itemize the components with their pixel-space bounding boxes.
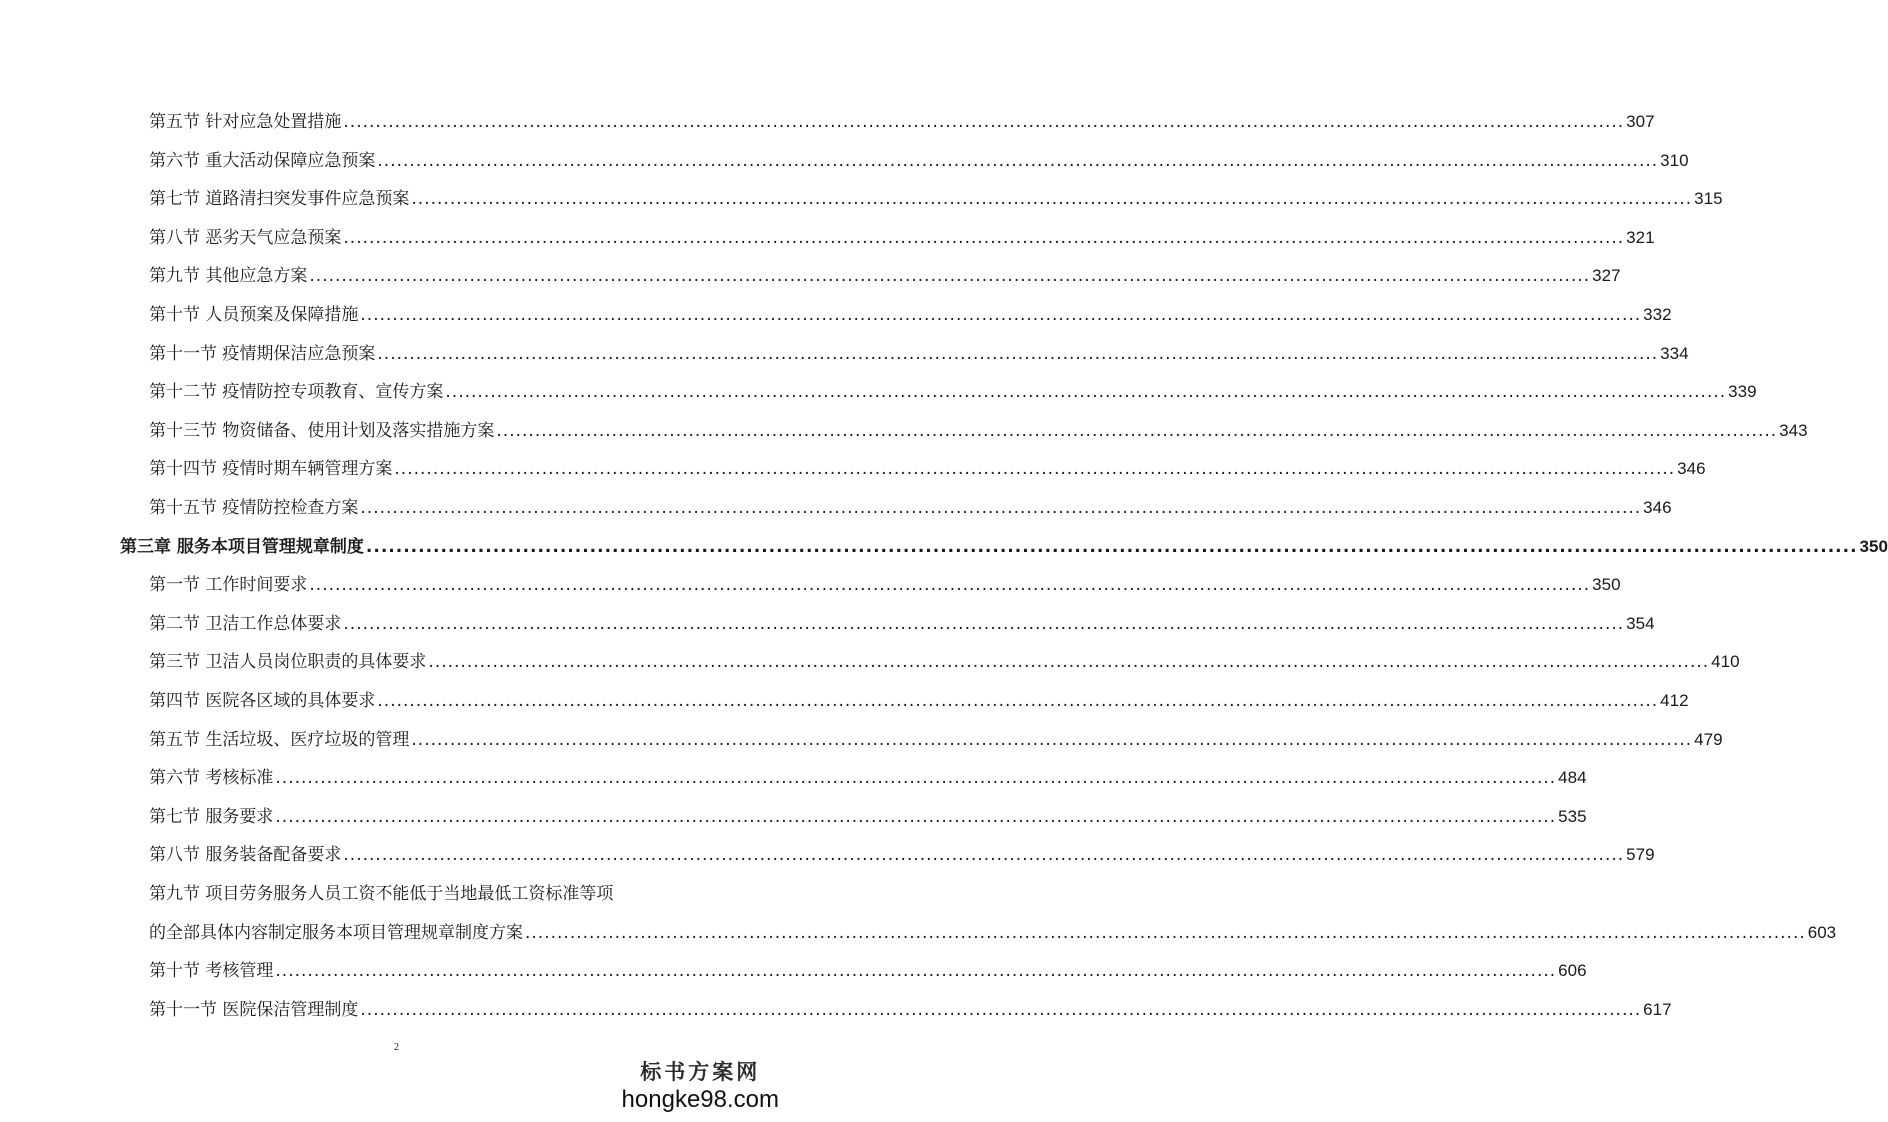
toc-entry[interactable] (149, 650, 1740, 674)
dot-leader: ........................................................................................................................................................................................................ (377, 151, 1659, 171)
toc-entry-title: 第六节 重大活动保障应急预案 (149, 151, 376, 171)
toc-entry[interactable] (149, 187, 1723, 211)
toc-entry-page: 307 (1626, 112, 1655, 131)
toc-entry-title: 第七节 服务要求 (149, 807, 274, 827)
toc-entry[interactable] (149, 843, 1655, 867)
toc-entry-title: 第五节 针对应急处置措施 (149, 112, 342, 132)
toc-entry-title: 第十一节 疫情期保洁应急预案 (149, 344, 376, 364)
toc-entry-page: 327 (1592, 266, 1621, 285)
toc-entry-page: 350 (1859, 537, 1888, 556)
dot-leader: ........................................................................................................................................................................................................ (428, 652, 1710, 672)
toc-entry[interactable] (149, 264, 1621, 288)
toc-entry[interactable] (149, 728, 1723, 752)
toc-entry[interactable] (149, 805, 1587, 829)
toc-entry-page: 412 (1660, 691, 1689, 710)
toc-entry-title: 第十二节 疫情防控专项教育、宣传方案 (149, 382, 444, 402)
toc-entry-page: 484 (1558, 768, 1587, 787)
dot-leader: ........................................................................................................................................................................................................ (343, 112, 1625, 132)
dot-leader: ........................................................................................................................................................................................................ (360, 498, 1642, 518)
toc-entry[interactable] (149, 110, 1655, 134)
watermark (622, 1056, 779, 1114)
toc-entry-page: 310 (1660, 151, 1689, 170)
toc-entry-title: 第四节 医院各区域的具体要求 (149, 691, 376, 711)
toc-entry-title: 第十三节 物资储备、使用计划及落实措施方案 (149, 421, 495, 441)
toc-entry[interactable] (149, 342, 1689, 366)
dot-leader: ........................................................................................................................................................................................................ (445, 382, 1727, 402)
toc-entry-title: 第一节 工作时间要求 (149, 575, 308, 595)
toc-entry[interactable] (149, 998, 1672, 1022)
dot-leader: ........................................................................................................................................................................................................ (411, 730, 1693, 750)
toc-entry-title: 第十节 人员预案及保障措施 (149, 305, 359, 325)
toc-entry-title: 第十四节 疫情时期车辆管理方案 (149, 459, 393, 479)
toc-entry-page: 535 (1558, 807, 1587, 826)
dot-leader: ........................................................................................................................................................................................................ (360, 305, 1642, 325)
toc-entry-title: 第九节 其他应急方案 (149, 266, 308, 286)
dot-leader: ........................................................................................................................................................................................................ (309, 575, 1591, 595)
toc-entry-title: 第三节 卫洁人员岗位职责的具体要求 (149, 652, 427, 672)
toc-entry-page: 334 (1660, 344, 1689, 363)
dot-leader: ........................................................................................................................................................................................................ (343, 228, 1625, 248)
toc-entry-title: 的全部具体内容制定服务本项目管理规章制度方案 (149, 923, 523, 943)
toc-entry-page: 617 (1643, 1000, 1672, 1019)
dot-leader: ........................................................................................................................................................................................................ (394, 459, 1676, 479)
toc-entry[interactable] (149, 226, 1655, 250)
toc-entry[interactable] (149, 921, 1837, 945)
toc-entry[interactable] (149, 612, 1655, 636)
toc-entry-page: 410 (1711, 652, 1740, 671)
toc-entry[interactable] (149, 419, 1808, 443)
dot-leader: ........................................................................................................................................................................................................ (343, 845, 1625, 865)
toc-entry-title: 第十一节 医院保洁管理制度 (149, 1000, 359, 1020)
toc-entry-page: 603 (1807, 923, 1837, 942)
watermark-url: hongke98.com (621, 1086, 779, 1113)
toc-chapter[interactable] (120, 535, 1888, 559)
toc-entry[interactable] (149, 149, 1689, 173)
toc-entry-page: 606 (1558, 961, 1587, 980)
toc-entry[interactable] (149, 766, 1587, 790)
toc-entry-title: 第二节 卫洁工作总体要求 (149, 614, 342, 634)
toc-entry-page: 346 (1643, 498, 1672, 517)
dot-leader: ........................................................................................................................................................................................................ (309, 266, 1591, 286)
toc-entry-page: 346 (1677, 459, 1706, 478)
toc-entry-title: 第五节 生活垃圾、医疗垃圾的管理 (149, 730, 410, 750)
toc-entry-page: 315 (1694, 189, 1723, 208)
dot-leader: ........................................................................................................................................................................................................ (377, 344, 1659, 364)
toc-entry[interactable] (149, 380, 1757, 404)
toc-entry-page: 332 (1643, 305, 1672, 324)
dot-leader: ........................................................................................................................................................................................................ (360, 1000, 1642, 1020)
dot-leader: ........................................................................................................................................................................................................ (275, 768, 1557, 788)
toc-entry[interactable] (149, 303, 1672, 327)
toc-entry-title: 第六节 考核标准 (149, 768, 274, 788)
toc-entry-page: 321 (1626, 228, 1655, 247)
toc-entry[interactable] (149, 573, 1621, 597)
toc-entry[interactable] (149, 496, 1672, 520)
dot-leader: ........................................................................................................................................................................................................ (365, 537, 1858, 557)
toc-entry-page: 579 (1626, 845, 1655, 864)
dot-leader: ........................................................................................................................................................................................................ (496, 421, 1778, 441)
toc-entry-title: 第十节 考核管理 (149, 961, 274, 981)
toc-entry[interactable] (149, 689, 1689, 713)
toc-entry-title: 第三章 服务本项目管理规章制度 (120, 537, 364, 557)
toc-entry-title: 第八节 服务装备配备要求 (149, 845, 342, 865)
dot-leader: ........................................................................................................................................................................................................ (377, 691, 1659, 711)
dot-leader: ........................................................................................................................................................................................................ (525, 923, 1806, 943)
toc-entry-title: 第八节 恶劣天气应急预案 (149, 228, 342, 248)
dot-leader: ........................................................................................................................................................................................................ (275, 807, 1557, 827)
toc-entry[interactable] (149, 959, 1587, 983)
toc-entry-page: 479 (1694, 730, 1723, 749)
toc-entry-title: 第十五节 疫情防控检查方案 (149, 498, 359, 518)
toc-entry-page: 343 (1779, 421, 1808, 440)
toc-entry-page: 354 (1626, 614, 1655, 633)
toc-entry-page: 350 (1592, 575, 1621, 594)
watermark-name: 标书方案网 (640, 1061, 761, 1084)
dot-leader: ........................................................................................................................................................................................................ (275, 961, 1557, 981)
toc-entry[interactable] (149, 457, 1706, 481)
dot-leader: ........................................................................................................................................................................................................ (343, 614, 1625, 634)
page-number: 2 (394, 1042, 399, 1053)
toc-entry-title: 第七节 道路清扫突发事件应急预案 (149, 189, 410, 209)
toc-entry-page: 339 (1728, 382, 1757, 401)
toc-entry-continued: 第九节 项目劳务服务人员工资不能低于当地最低工资标准等项 (149, 884, 614, 904)
dot-leader: ........................................................................................................................................................................................................ (411, 189, 1693, 209)
